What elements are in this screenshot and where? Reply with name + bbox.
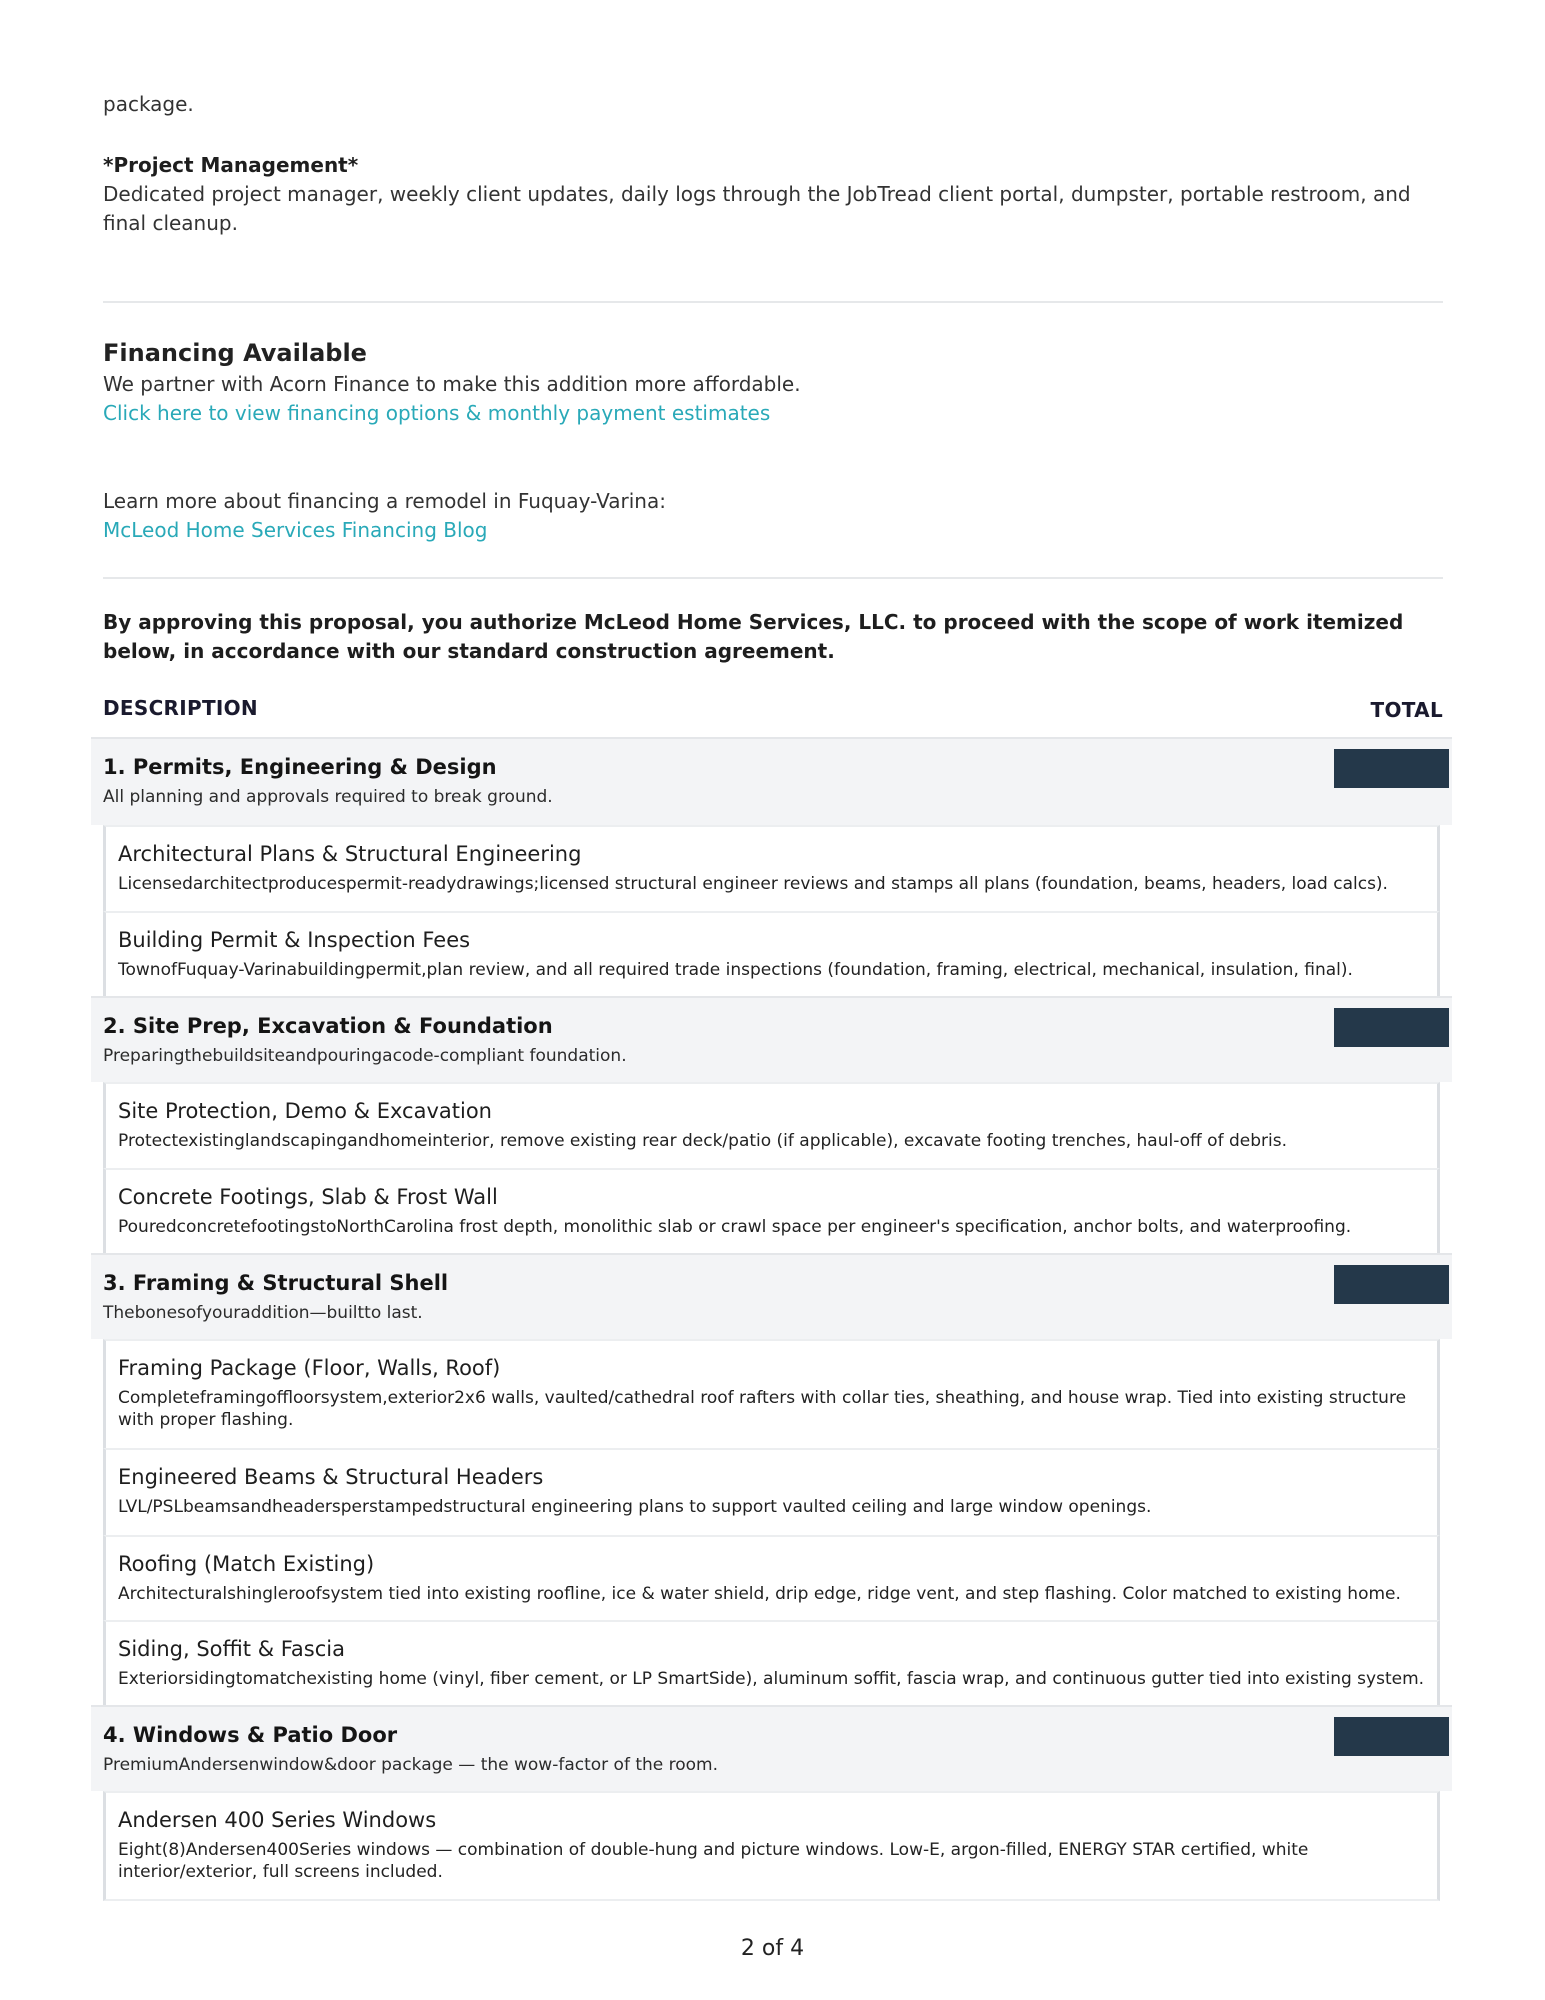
financing-blog-link[interactable]: McLeod Home Services Financing Blog [103,518,488,542]
section-row [91,1705,1452,1791]
line-item-description: Architecturalshingleroofsystem tied into existing roofline, ice & water shield, drip edge, ridge vent, and step flashing. Color matched to existing home. [118,1584,1401,1604]
section-row [91,737,1452,825]
line-item-description: LVL/PSLbeamsandheadersperstampedstructural engineering plans to support vaulted ceiling and large window openings. [118,1497,1152,1517]
section-row [91,1253,1452,1339]
line-item [103,1082,1440,1168]
divider [103,577,1443,579]
authorization-statement: By approving this proposal, you authorize McLeod Home Services, LLC. to proceed with the scope of work itemized below, in accordance with our standard construction agreement. [103,610,1404,663]
line-item [103,825,1440,911]
section-description: All planning and approvals required to break ground. [103,787,553,807]
section-title: 3. Framing & Structural Shell [103,1271,449,1295]
line-item-table [91,737,1452,1901]
divider [103,301,1443,303]
financing-section [103,336,1443,428]
line-item-title: Site Protection, Demo & Excavation [118,1099,492,1123]
line-item-title: Roofing (Match Existing) [118,1552,375,1576]
line-item-description: Completeframingoffloorsystem,exterior2x6 walls, vaulted/cathedral roof rafters with collar ties, sheathing, and house wrap. Tied into existing structure with proper flashing. [118,1388,1407,1430]
line-item [103,1168,1440,1253]
line-item [103,1339,1440,1448]
line-item [103,1620,1440,1705]
financing-text: We partner with Acorn Finance to make this addition more affordable. [103,372,801,396]
line-item-description: Licensedarchitectproducespermit-readydrawings;licensed structural engineer reviews and stamps all plans (foundation, beams, headers, load calcs). [118,874,1388,894]
line-item-description: Exteriorsidingtomatchexisting home (vinyl, fiber cement, or LP SmartSide), aluminum soffit, fascia wrap, and continuous gutter tied into existing system. [118,1669,1425,1689]
section-title: 4. Windows & Patio Door [103,1723,398,1747]
line-item-description: Protectexistinglandscapingandhomeinterior, remove existing rear deck/patio (if applicable), excavate footing trenches, haul-off of debris. [118,1131,1287,1151]
financing-learn-more [103,487,1443,545]
line-item-title: Engineered Beams & Structural Headers [118,1465,544,1489]
line-item [103,1535,1440,1620]
financing-options-link[interactable]: Click here to view financing options & monthly payment estimates [103,401,771,425]
line-item-title: Concrete Footings, Slab & Frost Wall [118,1185,498,1209]
page-number: 2 of 4 [740,1936,805,1961]
learn-more-text: Learn more about financing a remodel in Fuquay-Varina: [103,489,666,513]
line-item-description: Eight(8)Andersen400Series windows — combination of double-hung and picture windows. Low-E, argon-filled, ENERGY STAR certified, white interior/exterior, full screens included. [118,1840,1309,1882]
line-item-description: PouredconcretefootingstoNorthCarolina frost depth, monolithic slab or crawl space per engineer's specification, anchor bolts, and waterproofing. [118,1217,1352,1237]
column-header-description: DESCRIPTION [103,696,258,720]
section-total-redacted [1334,1717,1449,1756]
section-description: PremiumAndersenwindow&door package — the wow-factor of the room. [103,1755,719,1775]
line-item-title: Framing Package (Floor, Walls, Roof) [118,1356,501,1380]
line-item-title: Siding, Soffit & Fascia [118,1637,345,1661]
section-description: Preparingthebuildsiteandpouringacode-compliant foundation. [103,1046,627,1066]
section-title: 1. Permits, Engineering & Design [103,755,497,779]
continued-text: package. [103,92,194,116]
line-item-title: Architectural Plans & Structural Engineering [118,842,582,866]
line-item-description: TownofFuquay-Varinabuildingpermit,plan review, and all required trade inspections (foundation, framing, electrical, mechanical, insulation, final). [118,960,1353,980]
line-item [103,911,1440,996]
line-item [103,1791,1440,1901]
project-management-block [103,151,1443,238]
section-description: Thebonesofyouraddition—builtto last. [103,1303,423,1323]
section-total-redacted [1334,1008,1449,1047]
section-total-redacted [1334,1265,1449,1304]
project-management-label: *Project Management* [103,153,359,177]
section-total-redacted [1334,749,1449,788]
line-item [103,1448,1440,1535]
line-item-title: Building Permit & Inspection Fees [118,928,471,952]
project-management-text: Dedicated project manager, weekly client updates, daily logs through the JobTread client portal, dumpster, portable restroom, and final cleanup. [103,182,1411,235]
section-title: 2. Site Prep, Excavation & Foundation [103,1014,553,1038]
column-header-total: TOTAL [1370,698,1443,722]
financing-heading: Financing Available [103,339,367,367]
line-item-title: Andersen 400 Series Windows [118,1808,437,1832]
section-row [91,996,1452,1082]
